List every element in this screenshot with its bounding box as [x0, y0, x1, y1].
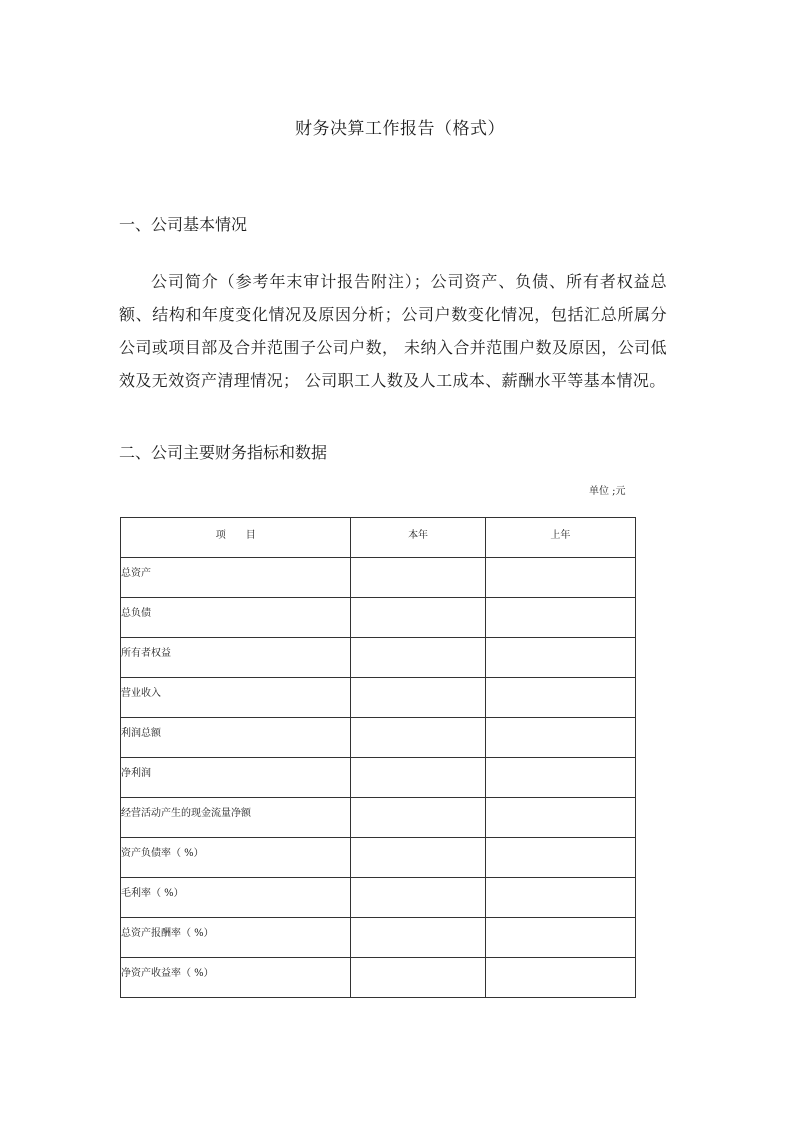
financial-indicators-table [120, 517, 636, 998]
row-label-total-profit: 利润总额 [121, 718, 351, 758]
cell-prior [485, 798, 635, 838]
table-row [121, 958, 636, 998]
section-paragraph-company-overview: 公司简介（参考年末审计报告附注）；公司资产、负债、所有者权益总额、结构和年度变化情况及原因分析；公司户数变化情况，包括汇总所属分公司或项目部及合并范围子公司户数， 未纳入合并范围户数及原因，公司低效及无效资产清理情况； 公司职工人数及人工成本、薪酬水平等基本情况。 [119, 272, 667, 390]
table-row [121, 718, 636, 758]
cell-prior [485, 838, 635, 878]
cell-prior [485, 758, 635, 798]
table-row [121, 638, 636, 678]
table-row [121, 598, 636, 638]
row-label-operating-cash-flow: 经营活动产生的现金流量净额 [121, 798, 351, 838]
section-heading-financial-indicators: 二、公司主要财务指标和数据 [119, 443, 328, 462]
table-row [121, 558, 636, 598]
row-label-gross-margin: 毛利率（ %） [121, 878, 351, 918]
cell-current [351, 638, 485, 678]
cell-current [351, 758, 485, 798]
cell-current [351, 718, 485, 758]
column-header-current-year: 本年 [351, 518, 485, 558]
table-row [121, 918, 636, 958]
cell-prior [485, 718, 635, 758]
section-heading-company-overview: 一、公司基本情况 [119, 215, 248, 234]
cell-current [351, 958, 485, 998]
row-label-return-on-assets: 总资产报酬率（ %） [121, 918, 351, 958]
document-title: 财务决算工作报告（格式） [295, 119, 505, 139]
cell-current [351, 878, 485, 918]
row-label-total-assets: 总资产 [121, 558, 351, 598]
cell-prior [485, 558, 635, 598]
cell-prior [485, 598, 635, 638]
cell-current [351, 798, 485, 838]
table-row [121, 878, 636, 918]
unit-label: 单位 ;元 [589, 486, 626, 497]
cell-prior [485, 638, 635, 678]
table-header-row [121, 518, 636, 558]
cell-prior [485, 958, 635, 998]
column-header-item-label: 项目 [215, 530, 276, 541]
cell-prior [485, 918, 635, 958]
row-label-net-profit: 净利润 [121, 758, 351, 798]
table-row [121, 758, 636, 798]
row-label-return-on-equity: 净资产收益率（ %） [121, 958, 351, 998]
column-header-prior-year: 上年 [485, 518, 635, 558]
cell-current [351, 918, 485, 958]
row-label-total-liabilities: 总负债 [121, 598, 351, 638]
table-row [121, 798, 636, 838]
row-label-owners-equity: 所有者权益 [121, 638, 351, 678]
cell-current [351, 838, 485, 878]
cell-current [351, 678, 485, 718]
table-row [121, 678, 636, 718]
row-label-debt-ratio: 资产负债率（ %） [121, 838, 351, 878]
cell-prior [485, 678, 635, 718]
cell-current [351, 558, 485, 598]
table-row [121, 838, 636, 878]
row-label-operating-revenue: 营业收入 [121, 678, 351, 718]
cell-current [351, 598, 485, 638]
column-header-item [121, 518, 351, 558]
cell-prior [485, 878, 635, 918]
